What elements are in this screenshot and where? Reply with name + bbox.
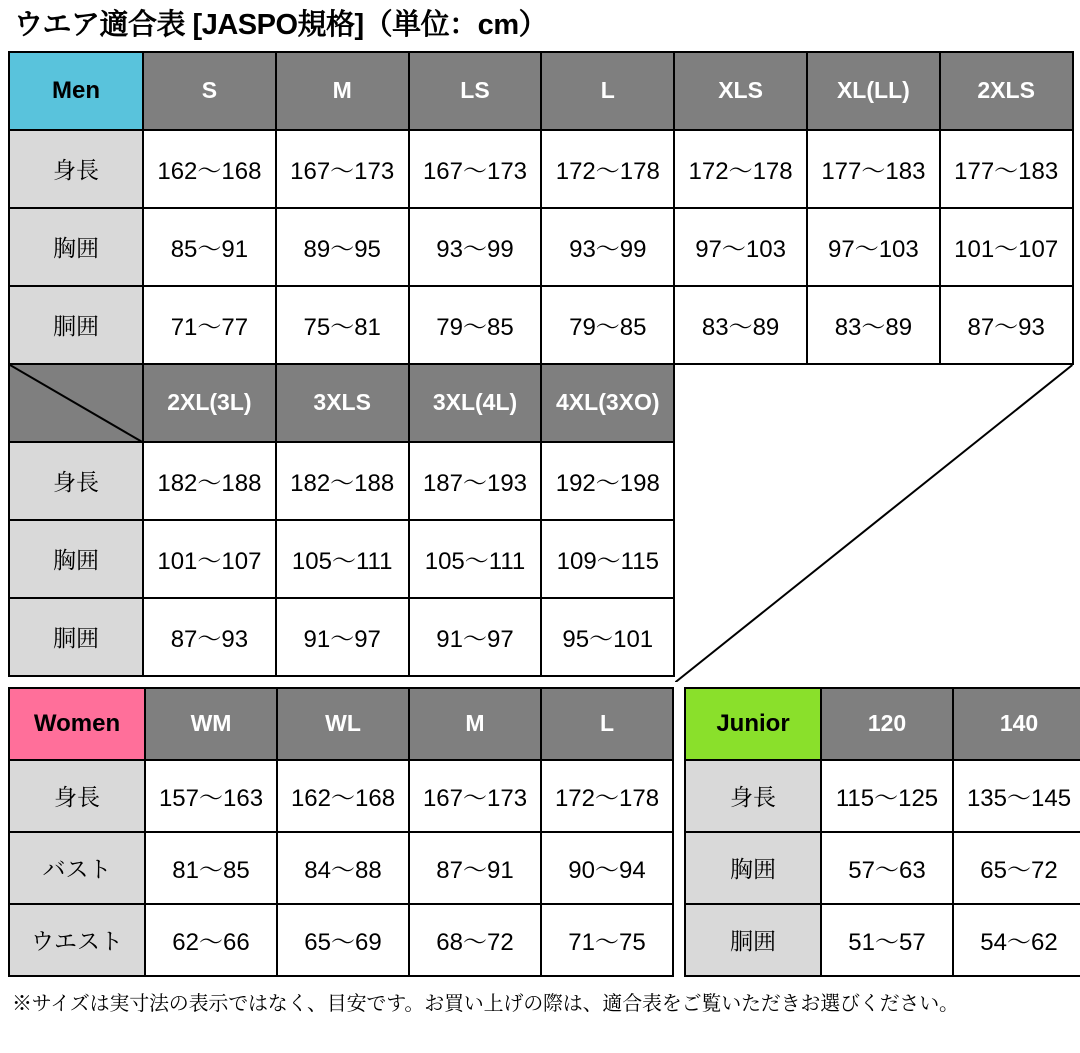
cell-value: 62〜66	[145, 904, 277, 976]
row-label: ウエスト	[9, 904, 145, 976]
cell-value: 177〜183	[940, 130, 1073, 208]
cell-value: 187〜193	[409, 442, 542, 520]
men-size-header: XL(LL)	[807, 52, 940, 130]
cell-value: 79〜85	[409, 286, 542, 364]
cell-value: 172〜178	[541, 760, 673, 832]
row-label: 身長	[685, 760, 821, 832]
cell-value: 157〜163	[145, 760, 277, 832]
row-label: 胸囲	[685, 832, 821, 904]
footnote-text: ※サイズは実寸法の表示ではなく、目安です。お買い上げの際は、適合表をご覧いただきお選びください。	[12, 992, 959, 1015]
table-row	[9, 286, 1073, 364]
cell-value: 172〜178	[541, 130, 674, 208]
diagonal-line-icon	[10, 365, 142, 442]
women-size-header: WL	[277, 688, 409, 760]
table-row	[685, 832, 1080, 904]
row-label: バスト	[9, 832, 145, 904]
women-size-header: WM	[145, 688, 277, 760]
row-label: 胸囲	[9, 208, 143, 286]
cell-value: 87〜93	[143, 598, 276, 676]
page-title: ウエア適合表 [JASPO規格]（単位：cm）	[14, 9, 548, 41]
cell-value: 97〜103	[674, 208, 807, 286]
table-row	[9, 760, 673, 832]
row-label: 胸囲	[9, 520, 143, 598]
cell-value: 192〜198	[541, 442, 674, 520]
cell-value: 101〜107	[143, 520, 276, 598]
cell-value: 83〜89	[674, 286, 807, 364]
table-row	[9, 904, 673, 976]
row-label: 身長	[9, 130, 143, 208]
cell-value: 162〜168	[143, 130, 276, 208]
cell-value: 83〜89	[807, 286, 940, 364]
table-row-junior-header	[685, 688, 1080, 760]
cell-value: 75〜81	[276, 286, 409, 364]
junior-size-header: 140	[953, 688, 1080, 760]
men-size-header: M	[276, 52, 409, 130]
table-row	[9, 208, 1073, 286]
men-size-header: 2XLS	[940, 52, 1073, 130]
cell-value: 81〜85	[145, 832, 277, 904]
women-size-header: L	[541, 688, 673, 760]
cell-value: 167〜173	[409, 130, 542, 208]
empty-diagonal-area	[674, 364, 1072, 676]
diagonal-placeholder-cell	[9, 364, 143, 442]
junior-size-table	[684, 687, 1080, 977]
cell-value: 167〜173	[276, 130, 409, 208]
table-row-men-header-2	[9, 364, 1073, 442]
men-size-header: 3XLS	[276, 364, 409, 442]
cell-value: 135〜145	[953, 760, 1080, 832]
cell-value: 182〜188	[143, 442, 276, 520]
cell-value: 177〜183	[807, 130, 940, 208]
women-corner-label: Women	[9, 688, 145, 760]
row-label: 胴囲	[685, 904, 821, 976]
cell-value: 93〜99	[409, 208, 542, 286]
men-size-header: LS	[409, 52, 542, 130]
cell-value: 87〜91	[409, 832, 541, 904]
table-row	[9, 832, 673, 904]
cell-value: 84〜88	[277, 832, 409, 904]
bottom-tables-row	[8, 687, 1072, 977]
cell-value: 90〜94	[541, 832, 673, 904]
cell-value: 172〜178	[674, 130, 807, 208]
men-size-header: XLS	[674, 52, 807, 130]
table-row	[685, 760, 1080, 832]
table-row	[9, 130, 1073, 208]
men-size-header: 2XL(3L)	[143, 364, 276, 442]
cell-value: 105〜111	[276, 520, 409, 598]
cell-value: 89〜95	[276, 208, 409, 286]
cell-value: 51〜57	[821, 904, 953, 976]
cell-value: 79〜85	[541, 286, 674, 364]
table-row-women-header	[9, 688, 673, 760]
cell-value: 109〜115	[541, 520, 674, 598]
men-size-header: L	[541, 52, 674, 130]
cell-value: 65〜72	[953, 832, 1080, 904]
women-size-table	[8, 687, 674, 977]
cell-value: 101〜107	[940, 208, 1073, 286]
men-size-header: S	[143, 52, 276, 130]
row-label: 胴囲	[9, 286, 143, 364]
cell-value: 182〜188	[276, 442, 409, 520]
cell-value: 54〜62	[953, 904, 1080, 976]
men-size-header: 4XL(3XO)	[541, 364, 674, 442]
cell-value: 57〜63	[821, 832, 953, 904]
junior-corner-label: Junior	[685, 688, 821, 760]
cell-value: 97〜103	[807, 208, 940, 286]
men-size-header: 3XL(4L)	[409, 364, 542, 442]
row-label: 胴囲	[9, 598, 143, 676]
cell-value: 167〜173	[409, 760, 541, 832]
table-row	[685, 904, 1080, 976]
cell-value: 93〜99	[541, 208, 674, 286]
table-row-men-header	[9, 52, 1073, 130]
row-label: 身長	[9, 442, 143, 520]
diagonal-line-icon	[675, 365, 1072, 683]
cell-value: 68〜72	[409, 904, 541, 976]
cell-value: 91〜97	[276, 598, 409, 676]
cell-value: 115〜125	[821, 760, 953, 832]
cell-value: 105〜111	[409, 520, 542, 598]
cell-value: 95〜101	[541, 598, 674, 676]
cell-value: 71〜75	[541, 904, 673, 976]
men-size-table	[8, 51, 1074, 677]
cell-value: 162〜168	[277, 760, 409, 832]
men-corner-label: Men	[9, 52, 143, 130]
cell-value: 91〜97	[409, 598, 542, 676]
row-label: 身長	[9, 760, 145, 832]
cell-value: 87〜93	[940, 286, 1073, 364]
cell-value: 65〜69	[277, 904, 409, 976]
cell-value: 71〜77	[143, 286, 276, 364]
cell-value: 85〜91	[143, 208, 276, 286]
women-size-header: M	[409, 688, 541, 760]
junior-size-header: 120	[821, 688, 953, 760]
